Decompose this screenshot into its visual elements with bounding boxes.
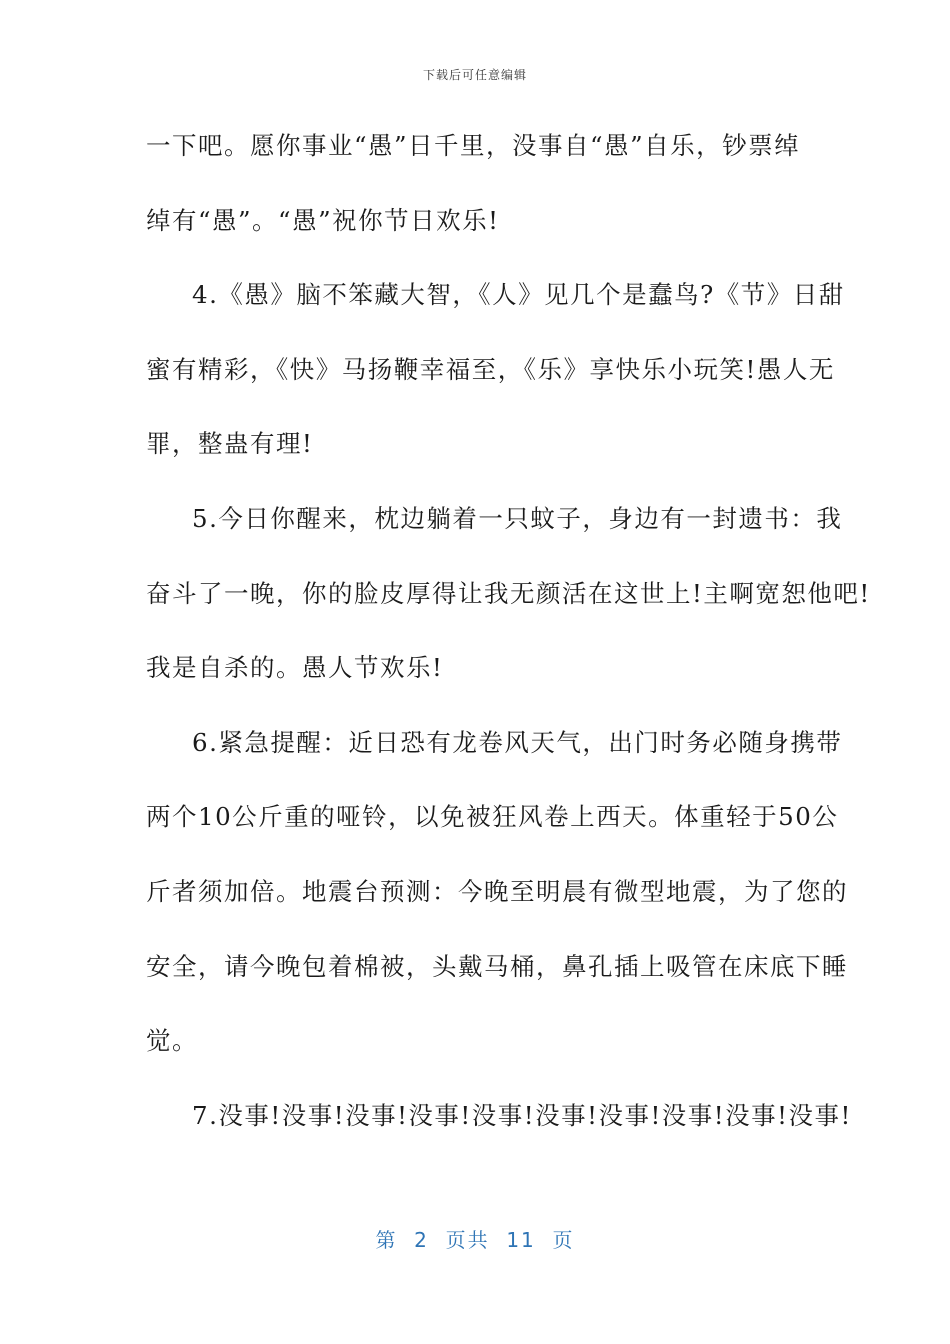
text-line: 4.《愚》脑不笨藏大智，《人》见几个是蠢鸟?《节》日甜 [192,280,845,310]
header-note: 下载后可任意编辑 [422,68,527,82]
text-line: 觉。 [146,1026,198,1056]
text-line: 两个10公斤重的哑铃，以免被狂风卷上西天。体重轻于50公 [146,802,839,832]
document-body [146,120,871,1164]
text-line: 绰有“愚”。“愚”祝你节日欢乐! [146,205,500,235]
text-line: 罪，整蛊有理! [146,429,314,459]
text-line: 6.紧急提醒：近日恐有龙卷风天气，出门时务必随身携带 [192,727,843,757]
text-line: 安全，请今晚包着棉被，头戴马桶，鼻孔插上吸管在床底下睡 [146,951,848,981]
text-line: 一下吧。愿你事业“愚”日千里，没事自“愚”自乐，钞票绰 [146,131,801,160]
page-number-label: 第 2 页共 11 页 [375,1228,575,1252]
text-line: 蜜有精彩，《快》马扬鞭幸福至，《乐》享快乐小玩笑!愚人无 [146,354,835,384]
page-footer [0,1224,950,1253]
text-line: 5.今日你醒来，枕边躺着一只蚊子，身边有一封遗书：我 [192,503,843,533]
text-line: 7.没事!没事!没事!没事!没事!没事!没事!没事!没事!没事! [192,1100,852,1130]
text-line: 我是自杀的。愚人节欢乐! [146,653,444,683]
text-line: 奋斗了一晚，你的脸皮厚得让我无颜活在这世上!主啊宽恕他吧! [146,578,871,608]
text-line: 斤者须加倍。地震台预测：今晚至明晨有微型地震，为了您的 [146,876,848,906]
